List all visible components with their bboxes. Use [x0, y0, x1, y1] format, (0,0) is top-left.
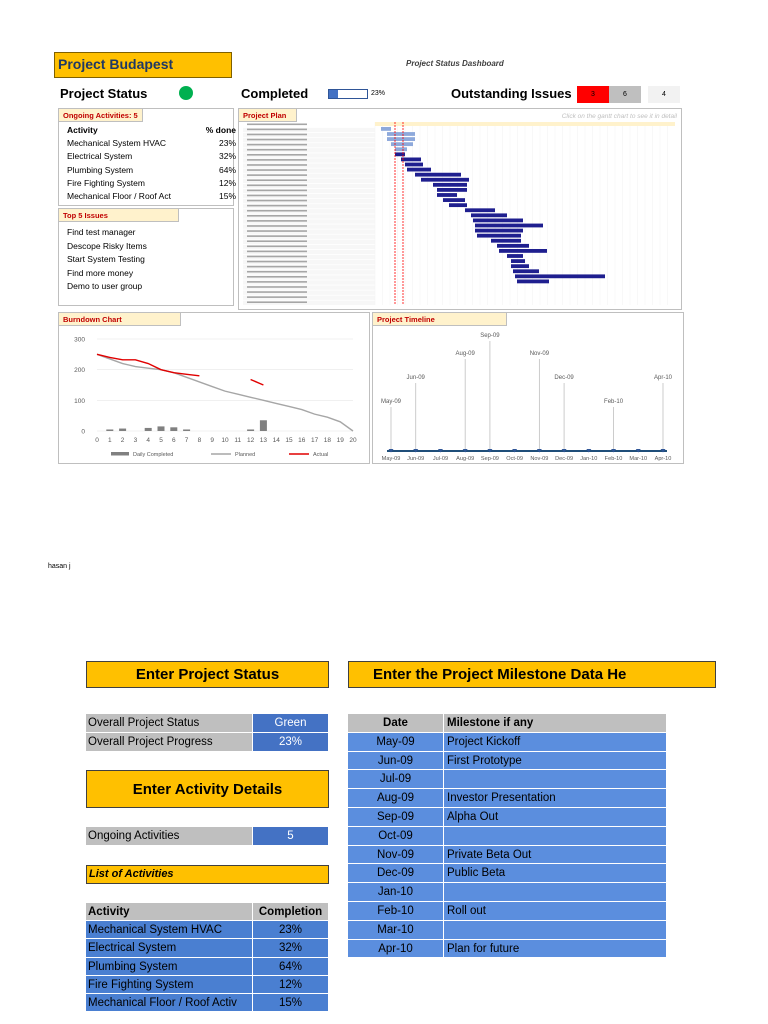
- gantt-bar: [421, 178, 469, 182]
- y-tick-label: 100: [74, 397, 85, 405]
- timeline-tick-label: Nov-09: [530, 456, 549, 462]
- col-activity: Activity: [67, 125, 98, 135]
- milestone-label: Apr-10: [653, 375, 673, 381]
- status-input-table: [86, 714, 328, 751]
- gantt-bar: [415, 173, 461, 177]
- gantt-row-text: [247, 266, 307, 268]
- milestone-label: Aug-09: [455, 351, 475, 357]
- legend-label: Actual: [313, 452, 329, 458]
- table-row: [348, 752, 666, 771]
- x-tick-label: 1: [107, 437, 112, 444]
- activities-header-row: [86, 903, 328, 921]
- gantt-row-text: [247, 200, 307, 202]
- gantt-row-text: [247, 225, 307, 227]
- bar-daily-completed: [106, 429, 113, 431]
- gantt-row-text: [247, 246, 307, 248]
- bar-daily-completed: [119, 429, 126, 431]
- gantt-bar: [499, 249, 547, 253]
- col-completion: Completion: [252, 903, 328, 921]
- milestone-date[interactable]: Jan-10: [348, 883, 444, 902]
- gantt-row-text: [247, 179, 307, 181]
- gantt-bar: [517, 280, 549, 284]
- milestone-label: Sep-09: [480, 333, 500, 339]
- table-row: [348, 864, 666, 883]
- table-row: [348, 808, 666, 827]
- milestone-date[interactable]: Feb-10: [348, 902, 444, 921]
- gantt-row-text: [247, 230, 307, 232]
- list-activities-label: List of Activities: [86, 865, 329, 884]
- milestone-date[interactable]: Mar-10: [348, 921, 444, 940]
- timeline-tick-label: May-09: [381, 456, 401, 462]
- table-row: [348, 846, 666, 865]
- list-item: Demo to user group: [67, 281, 143, 292]
- top-issues-panel: [58, 208, 234, 306]
- gantt-row-text: [247, 154, 307, 156]
- gantt-bar: [405, 163, 423, 167]
- gantt-bar: [465, 208, 495, 212]
- gantt-timescale: [375, 122, 675, 126]
- gantt-bar: [511, 264, 529, 268]
- milestone-date[interactable]: May-09: [348, 733, 444, 752]
- status-value-input[interactable]: Green: [252, 714, 328, 732]
- ongoing-activities-tab[interactable]: Ongoing Activities: 5: [59, 109, 143, 122]
- milestone-input-table: [348, 714, 666, 958]
- enter-activity-header: Enter Activity Details: [86, 770, 329, 808]
- gantt-bar: [381, 127, 391, 131]
- activity-done: 12%: [218, 177, 236, 188]
- milestone-date[interactable]: Oct-09: [348, 827, 444, 846]
- bar-daily-completed: [183, 429, 190, 431]
- gantt-bar: [449, 203, 467, 207]
- x-tick-label: 15: [285, 437, 293, 444]
- x-tick-label: 2: [120, 437, 125, 444]
- gantt-bar: [395, 152, 405, 156]
- gantt-row-text: [247, 144, 307, 146]
- gantt-bar: [433, 183, 467, 187]
- gantt-bar: [507, 254, 523, 258]
- gantt-bar: [443, 198, 465, 202]
- completed-value: 23%: [371, 90, 386, 97]
- completion-input[interactable]: 32%: [252, 939, 328, 957]
- status-row: [86, 714, 328, 732]
- gantt-bar: [473, 219, 523, 223]
- table-row: [348, 770, 666, 789]
- milestone-name[interactable]: Plan for future: [444, 940, 666, 959]
- line-actual: [251, 379, 264, 385]
- gantt-bar: [387, 137, 415, 141]
- project-status-label: Project Status: [60, 86, 148, 101]
- timeline-tick-label: Apr-10: [654, 456, 672, 462]
- gantt-bar: [511, 259, 525, 263]
- legend-label: Daily Completed: [133, 452, 174, 458]
- project-plan-panel[interactable]: [238, 108, 682, 310]
- gantt-bar: [475, 229, 523, 233]
- completion-input[interactable]: 64%: [252, 958, 328, 976]
- issues-low-count: 4: [648, 86, 680, 103]
- x-tick-label: 16: [298, 437, 306, 444]
- gantt-bar: [407, 168, 431, 172]
- y-tick-label: 0: [81, 428, 85, 436]
- milestone-label: Nov-09: [529, 351, 550, 357]
- timeline-tick-label: Oct-09: [506, 456, 524, 462]
- table-row: [348, 921, 666, 940]
- table-row: [86, 958, 328, 976]
- enter-status-header: Enter Project Status: [86, 661, 329, 688]
- timeline-tick-label: Aug-09: [456, 456, 475, 462]
- table-row: [348, 940, 666, 959]
- gantt-row-text: [247, 124, 307, 126]
- timeline-tab[interactable]: Project Timeline: [373, 313, 507, 326]
- activity-name: Fire Fighting System: [67, 177, 145, 188]
- x-tick-label: 12: [246, 437, 255, 444]
- enter-milestone-header: Enter the Project Milestone Data He: [348, 661, 716, 688]
- gantt-row-text: [247, 291, 307, 293]
- gantt-row-text: [247, 190, 307, 192]
- table-row: [67, 177, 236, 190]
- gantt-row-text: [247, 276, 307, 278]
- y-tick-label: 200: [74, 367, 85, 375]
- milestone-header-row: [348, 714, 666, 733]
- burndown-panel: [58, 312, 370, 464]
- gantt-row-text: [247, 301, 307, 303]
- activity-done: 64%: [218, 164, 236, 175]
- top-issues-tab[interactable]: Top 5 Issues: [59, 209, 179, 222]
- milestone-name[interactable]: [444, 827, 666, 846]
- gantt-row-text: [247, 169, 307, 171]
- completion-input[interactable]: 23%: [252, 921, 328, 939]
- x-tick-label: 4: [146, 437, 151, 444]
- table-row: [67, 164, 236, 177]
- milestone-name[interactable]: First Prototype: [444, 752, 666, 771]
- gantt-row-text: [247, 134, 307, 136]
- gantt-bar: [475, 224, 543, 228]
- bar-daily-completed: [158, 426, 165, 431]
- activity-name: Plumbing System: [67, 164, 134, 175]
- gantt-bar: [471, 213, 507, 217]
- gantt-chart[interactable]: [243, 122, 675, 305]
- x-tick-label: 9: [210, 437, 215, 444]
- activity-name: Mechanical Floor / Roof Act: [67, 190, 171, 201]
- gantt-row-text: [247, 261, 307, 263]
- timeline-chart: [373, 325, 685, 465]
- line-actual: [97, 354, 199, 375]
- milestone-date[interactable]: Apr-10: [348, 940, 444, 959]
- gantt-row-text: [247, 215, 307, 217]
- col-activity: Activity: [86, 903, 252, 921]
- x-tick-label: 5: [159, 437, 163, 444]
- project-title: Project Budapest: [54, 52, 232, 78]
- milestone-name[interactable]: [444, 770, 666, 789]
- table-row: [348, 789, 666, 808]
- gantt-row-text: [247, 159, 307, 161]
- gantt-bar: [497, 244, 529, 248]
- progress-value-input[interactable]: 23%: [252, 733, 328, 751]
- legend-label: Planned: [235, 452, 256, 458]
- x-tick-label: 18: [323, 437, 332, 444]
- milestone-date[interactable]: Aug-09: [348, 789, 444, 808]
- x-tick-label: 13: [259, 437, 268, 444]
- milestone-name[interactable]: Investor Presentation: [444, 789, 666, 808]
- outstanding-issues-label: Outstanding Issues: [451, 86, 572, 101]
- bar-daily-completed: [170, 427, 177, 431]
- ongoing-input-row: [86, 827, 328, 845]
- gantt-row-text: [247, 296, 307, 298]
- activity-input[interactable]: Electrical System: [86, 939, 252, 957]
- table-row: [67, 150, 236, 163]
- milestone-date[interactable]: Jun-09: [348, 752, 444, 771]
- completion-input[interactable]: 12%: [252, 976, 328, 994]
- activity-input[interactable]: Mechanical Floor / Roof Activ: [86, 994, 252, 1012]
- col-date: Date: [348, 714, 444, 733]
- activity-done: 15%: [218, 190, 236, 201]
- table-row: [86, 994, 328, 1012]
- gantt-bar: [437, 193, 457, 197]
- project-plan-tab[interactable]: Project Plan: [239, 109, 297, 122]
- ongoing-value-input[interactable]: 5: [252, 827, 328, 845]
- timeline-panel: [372, 312, 684, 464]
- bar-daily-completed: [145, 428, 152, 431]
- gantt-bar: [401, 158, 421, 162]
- gantt-bar: [513, 269, 539, 273]
- timeline-tick-label: Mar-10: [629, 456, 648, 462]
- milestone-name[interactable]: Alpha Out: [444, 808, 666, 827]
- completion-progress-bar: [328, 89, 368, 99]
- gantt-row-text: [247, 220, 307, 222]
- gantt-row-text: [247, 210, 307, 212]
- timeline-tick-label: Feb-10: [604, 456, 623, 462]
- activity-name: Mechanical System HVAC: [67, 138, 167, 149]
- col-milestone: Milestone if any: [444, 714, 666, 733]
- table-row: [67, 190, 236, 203]
- milestone-date[interactable]: Dec-09: [348, 864, 444, 883]
- x-tick-label: 7: [184, 437, 189, 444]
- gantt-row-text: [247, 281, 307, 283]
- gantt-row-text: [247, 286, 307, 288]
- timeline-tick-label: Jul-09: [432, 456, 449, 462]
- bar-daily-completed: [247, 429, 254, 431]
- activities-input-table: [86, 903, 328, 1012]
- gantt-bar: [437, 188, 467, 192]
- timeline-tick-label: Jun-09: [407, 456, 425, 462]
- gantt-row-text: [247, 195, 307, 197]
- gantt-row-text: [247, 185, 307, 187]
- gantt-bar: [491, 239, 521, 243]
- x-tick-label: 19: [336, 437, 344, 444]
- timeline-tick-label: Jan-10: [580, 456, 598, 462]
- x-tick-label: 17: [310, 437, 319, 444]
- milestone-date[interactable]: Nov-09: [348, 846, 444, 865]
- col-done: % done: [205, 125, 236, 135]
- legend-swatch-daily: [111, 452, 129, 456]
- completion-input[interactable]: 15%: [252, 994, 328, 1012]
- top-issues-list: [67, 226, 147, 294]
- ongoing-activities-table: [67, 124, 236, 203]
- issues-high-count: 3: [577, 86, 609, 103]
- gantt-row-text: [247, 271, 307, 273]
- list-item: Descope Risky Items: [67, 240, 147, 251]
- x-tick-label: 3: [133, 437, 138, 444]
- x-tick-label: 6: [171, 437, 176, 444]
- x-tick-label: 14: [272, 437, 280, 444]
- burndown-chart: [59, 325, 371, 465]
- ongoing-activities-panel: [58, 108, 234, 206]
- table-row: [67, 137, 236, 150]
- timeline-tick-label: Sep-09: [480, 456, 499, 462]
- status-label: Overall Project Status: [86, 714, 252, 732]
- activity-done: 32%: [218, 151, 236, 162]
- gantt-bar: [395, 147, 407, 151]
- x-tick-label: 0: [95, 437, 99, 444]
- activity-input[interactable]: Fire Fighting System: [86, 976, 252, 994]
- status-indicator: [179, 86, 193, 100]
- gantt-bar: [515, 274, 605, 278]
- table-row: [348, 733, 666, 752]
- milestone-name[interactable]: [444, 883, 666, 902]
- activity-done: 23%: [218, 138, 236, 149]
- activity-input[interactable]: Plumbing System: [86, 958, 252, 976]
- author-label: hasan j: [48, 563, 71, 570]
- burndown-tab[interactable]: Burndown Chart: [59, 313, 181, 326]
- table-row: [86, 921, 328, 939]
- gantt-row-text: [247, 149, 307, 151]
- timeline-tick-label: Dec-09: [555, 456, 574, 462]
- milestone-label: Dec-09: [554, 375, 574, 381]
- progress-label: Overall Project Progress: [86, 733, 252, 751]
- gantt-row-text: [247, 251, 307, 253]
- milestone-date[interactable]: Jul-09: [348, 770, 444, 789]
- gantt-hint: Click on the gantt chart to see it in detail: [561, 113, 677, 120]
- list-item: Find test manager: [67, 227, 136, 237]
- milestone-name[interactable]: [444, 921, 666, 940]
- ongoing-label: Ongoing Activities: [86, 827, 252, 845]
- dashboard-subtitle: Project Status Dashboard: [406, 59, 504, 68]
- gantt-row-text: [247, 256, 307, 258]
- issues-medium-count: 6: [609, 86, 641, 103]
- gantt-row-text: [247, 240, 307, 242]
- table-row: [348, 883, 666, 902]
- table-row: [348, 827, 666, 846]
- gantt-row-text: [247, 139, 307, 141]
- activity-input[interactable]: Mechanical System HVAC: [86, 921, 252, 939]
- list-item: Start System Testing: [67, 254, 145, 265]
- milestone-label: Jun-09: [406, 375, 425, 381]
- milestone-label: May-09: [380, 399, 402, 405]
- gantt-row-text: [247, 235, 307, 237]
- milestone-name[interactable]: Roll out: [444, 902, 666, 921]
- x-tick-label: 11: [234, 437, 242, 444]
- milestone-name[interactable]: Public Beta: [444, 864, 666, 883]
- line-planned: [97, 354, 353, 431]
- gantt-row-text: [247, 164, 307, 166]
- progress-row: [86, 733, 328, 751]
- milestone-label: Feb-10: [604, 399, 624, 405]
- completion-progress-fill: [329, 90, 338, 98]
- ongoing-header-row: [67, 124, 236, 137]
- gantt-row-text: [247, 205, 307, 207]
- milestone-name[interactable]: Private Beta Out: [444, 846, 666, 865]
- list-item: Find more money: [67, 267, 134, 278]
- activity-name: Electrical System: [67, 151, 133, 162]
- x-tick-label: 20: [349, 437, 357, 444]
- x-tick-label: 10: [221, 437, 229, 444]
- gantt-row-text: [247, 174, 307, 176]
- completed-label: Completed: [241, 86, 309, 101]
- gantt-bar: [477, 234, 521, 238]
- y-tick-label: 300: [74, 336, 85, 344]
- x-tick-label: 8: [197, 437, 202, 444]
- gantt-bar: [391, 142, 413, 146]
- table-row: [348, 902, 666, 921]
- milestone-date[interactable]: Sep-09: [348, 808, 444, 827]
- gantt-row-text: [247, 129, 307, 131]
- bar-daily-completed: [260, 420, 267, 431]
- table-row: [86, 939, 328, 957]
- gantt-bar: [387, 132, 415, 136]
- milestone-name[interactable]: Project Kickoff: [444, 733, 666, 752]
- table-row: [86, 976, 328, 994]
